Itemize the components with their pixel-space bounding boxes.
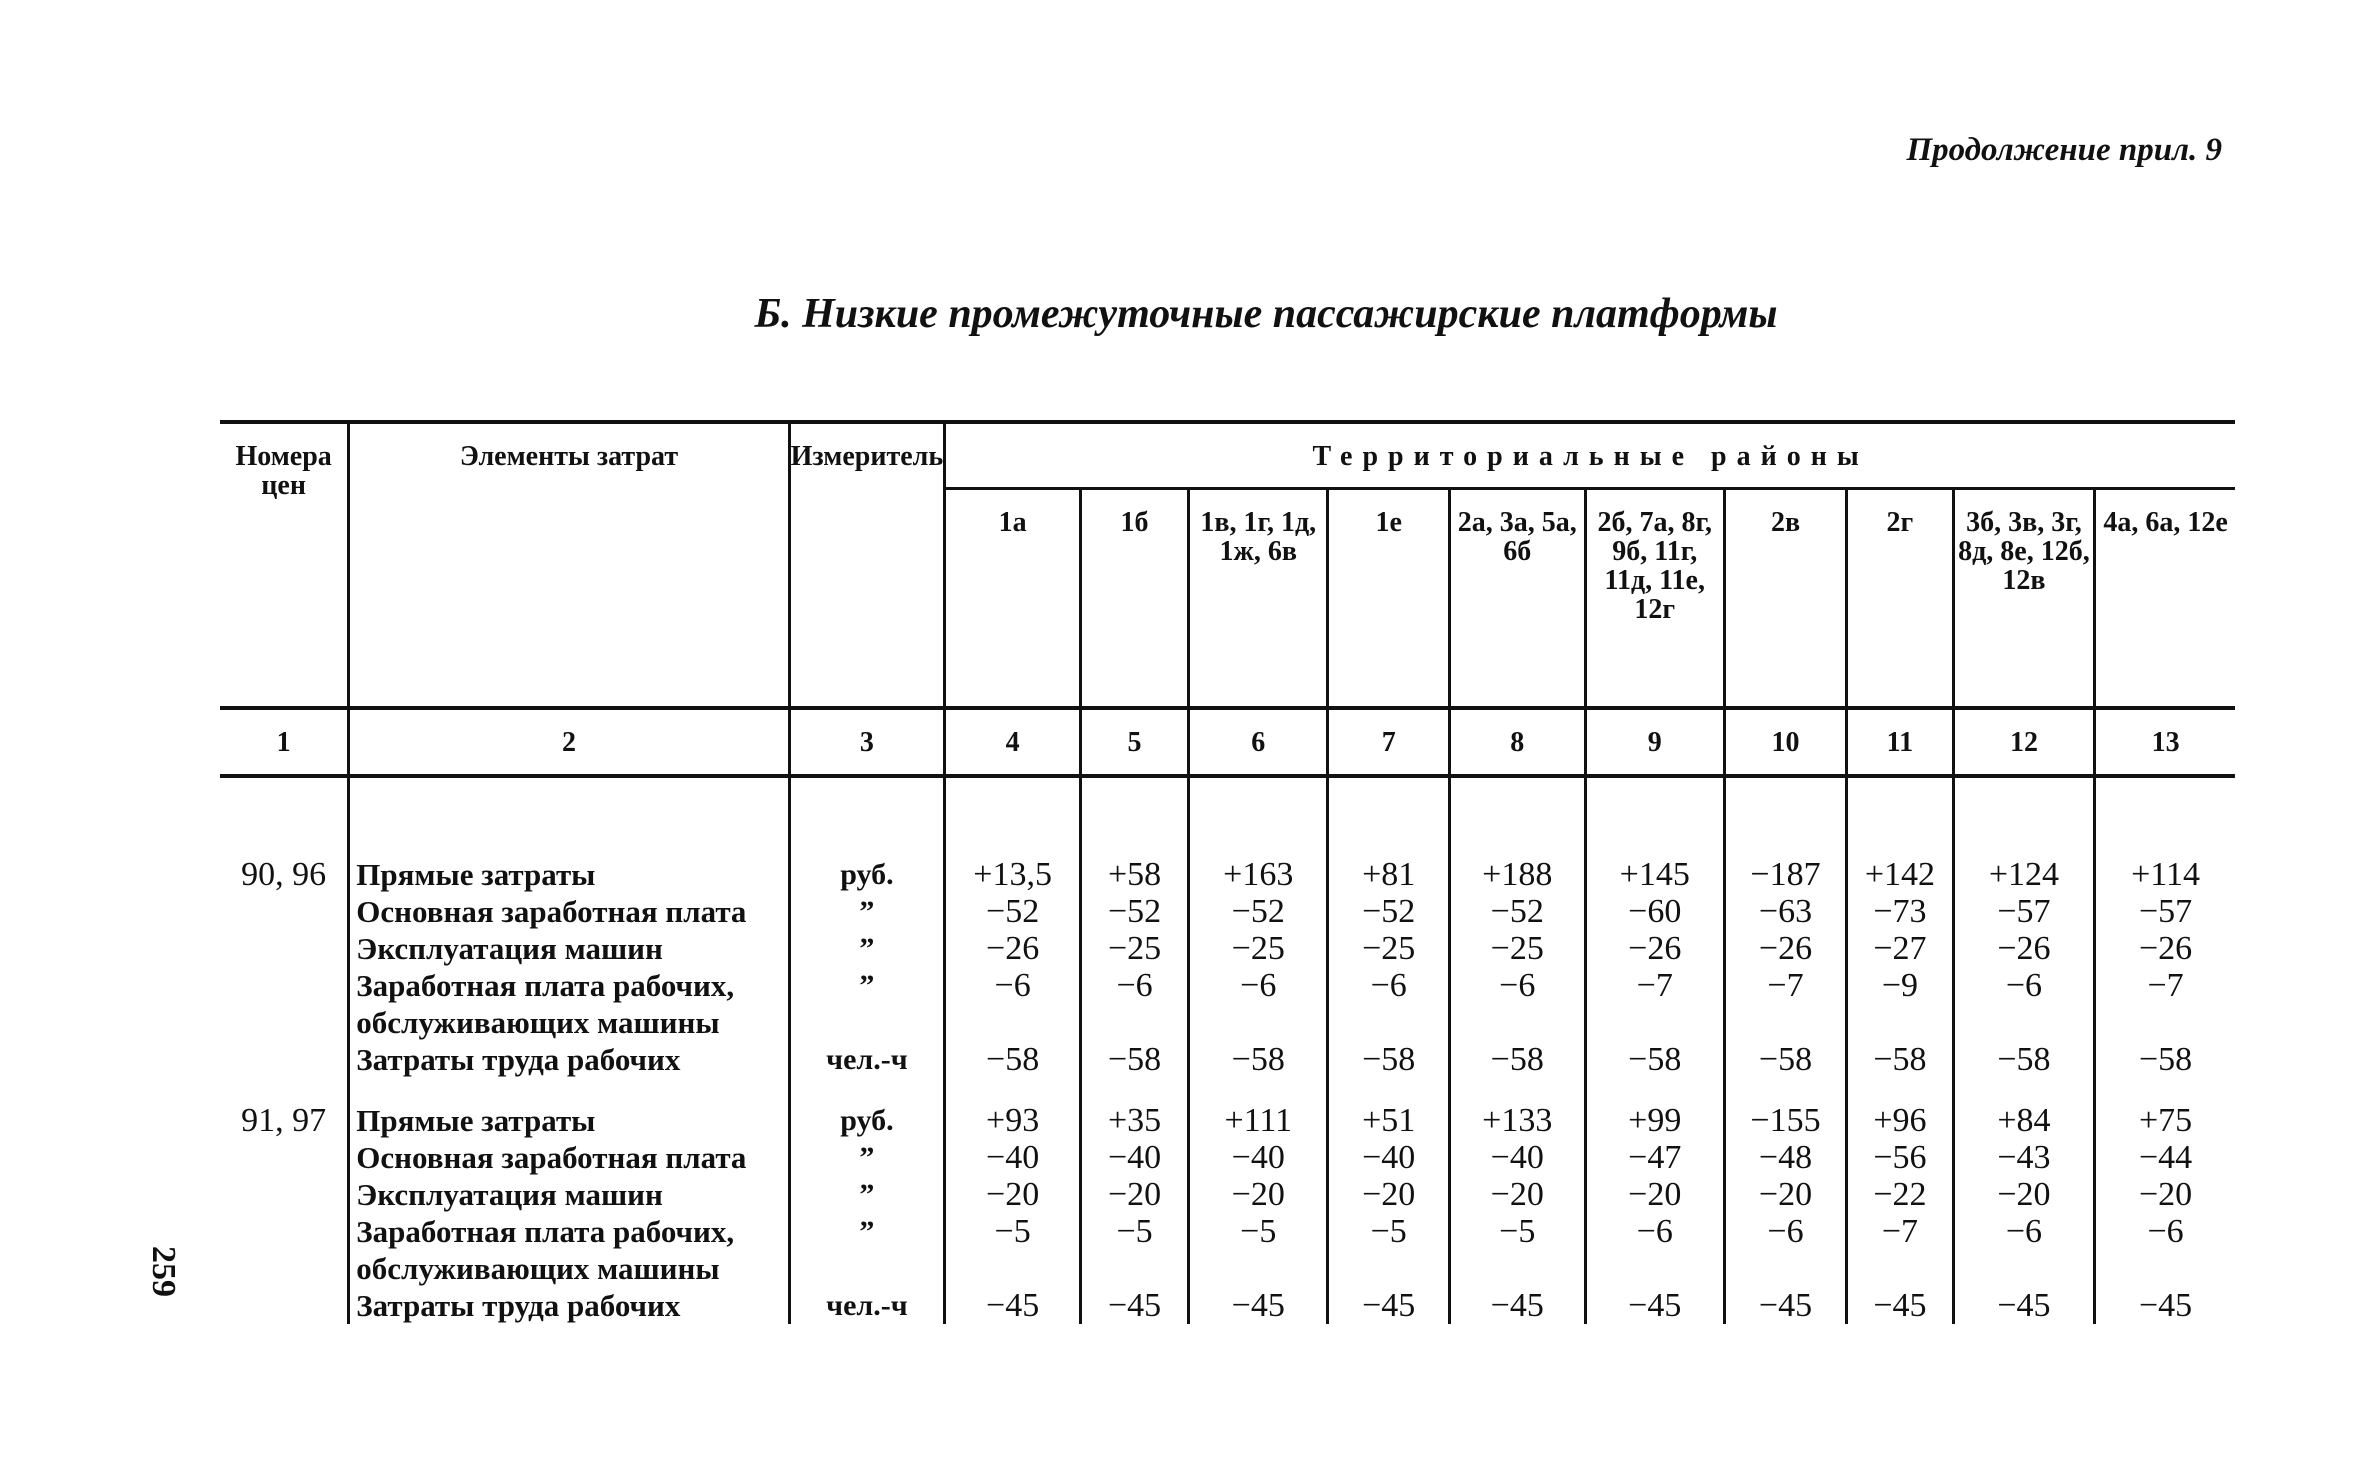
value-cell: −7	[1585, 967, 1724, 1041]
table-row	[220, 1213, 2235, 1287]
value-cell: +124	[1953, 856, 2094, 893]
value-cell: −6	[1724, 1213, 1846, 1287]
value-cell: −52	[1328, 893, 1449, 930]
value-cell: −45	[1081, 1287, 1189, 1324]
column-number: 6	[1189, 708, 1328, 776]
value-cell: −45	[2095, 1287, 2235, 1324]
value-cell: +51	[1328, 1102, 1449, 1139]
cost-element: Заработная плата рабочих, обслуживающих машины	[349, 1213, 789, 1287]
value-cell: +81	[1328, 856, 1449, 893]
table-row	[220, 893, 2235, 930]
value-cell: −45	[1449, 1287, 1585, 1324]
value-cell: −20	[1328, 1176, 1449, 1213]
spacer-cell	[1081, 1078, 1189, 1102]
value-cell: −5	[1081, 1213, 1189, 1287]
value-cell: −45	[1189, 1287, 1328, 1324]
value-cell: −6	[1449, 967, 1585, 1041]
value-cell: +99	[1585, 1102, 1724, 1139]
column-number: 2	[349, 708, 789, 776]
value-cell: +114	[2095, 856, 2235, 893]
value-cell: −45	[1328, 1287, 1449, 1324]
price-code-empty	[220, 967, 349, 1041]
spacer-cell	[1585, 1078, 1724, 1102]
value-cell: −26	[945, 930, 1081, 967]
value-cell: −6	[1953, 967, 2094, 1041]
column-number: 9	[1585, 708, 1724, 776]
value-cell: −58	[1449, 1041, 1585, 1078]
value-cell: +13,5	[945, 856, 1081, 893]
spacer-cell	[945, 776, 1081, 856]
unit-cell: руб.	[789, 1102, 945, 1139]
spacer-cell	[1328, 1078, 1449, 1102]
header-region: 3б, 3в, 3г, 8д, 8е, 12б, 12в	[1953, 489, 2094, 709]
cost-element: Заработная плата рабочих, обслуживающих машины	[349, 967, 789, 1041]
spacer-cell	[1953, 776, 2094, 856]
value-cell: +93	[945, 1102, 1081, 1139]
spacer-cell	[1724, 1078, 1846, 1102]
value-cell: +75	[2095, 1102, 2235, 1139]
price-code-empty	[220, 1213, 349, 1287]
value-cell: −40	[945, 1139, 1081, 1176]
spacer-cell	[1081, 776, 1189, 856]
value-cell: −20	[1953, 1176, 2094, 1213]
value-cell: −5	[945, 1213, 1081, 1287]
value-cell: −7	[1724, 967, 1846, 1041]
value-cell: −63	[1724, 893, 1846, 930]
value-cell: −40	[1449, 1139, 1585, 1176]
value-cell: −26	[2095, 930, 2235, 967]
spacer-cell	[1189, 776, 1328, 856]
cost-element: Затраты труда рабочих	[349, 1287, 789, 1324]
value-cell: −40	[1328, 1139, 1449, 1176]
value-cell: −25	[1189, 930, 1328, 967]
column-number: 12	[1953, 708, 2094, 776]
value-cell: −57	[2095, 893, 2235, 930]
spacer-cell	[1847, 776, 1954, 856]
value-cell: −6	[945, 967, 1081, 1041]
value-cell: −26	[1953, 930, 2094, 967]
value-cell: −7	[2095, 967, 2235, 1041]
value-cell: −45	[1724, 1287, 1846, 1324]
unit-cell: чел.-ч	[789, 1287, 945, 1324]
value-cell: −25	[1081, 930, 1189, 967]
value-cell: +84	[1953, 1102, 2094, 1139]
value-cell: −20	[1081, 1176, 1189, 1213]
spacer-cell	[945, 1078, 1081, 1102]
spacer-cell	[220, 776, 349, 856]
spacer-cell	[2095, 1078, 2235, 1102]
spacer-cell	[1449, 1078, 1585, 1102]
cost-element: Основная заработная плата	[349, 893, 789, 930]
spacer-cell	[789, 776, 945, 856]
value-cell: −60	[1585, 893, 1724, 930]
value-cell: +35	[1081, 1102, 1189, 1139]
value-cell: −52	[1081, 893, 1189, 930]
price-code: 90, 96	[241, 856, 327, 893]
value-cell: +163	[1189, 856, 1328, 893]
header-region: 2б, 7а, 8г, 9б, 11г, 11д, 11е, 12г	[1585, 489, 1724, 709]
value-cell: −20	[1449, 1176, 1585, 1213]
header-regions-title: Территориальные районы	[945, 422, 2235, 489]
spacer-cell	[1189, 1078, 1328, 1102]
value-cell: −6	[1189, 967, 1328, 1041]
spacer-cell	[220, 1078, 349, 1102]
table-row	[220, 856, 2235, 893]
value-cell: −9	[1847, 967, 1954, 1041]
value-cell: +96	[1847, 1102, 1954, 1139]
column-number: 4	[945, 708, 1081, 776]
value-cell: −22	[1847, 1176, 1954, 1213]
value-cell: −6	[1328, 967, 1449, 1041]
price-code-empty	[220, 930, 349, 967]
spacer-cell	[1585, 776, 1724, 856]
unit-cell: ”	[789, 1176, 945, 1213]
value-cell: −45	[1953, 1287, 2094, 1324]
value-cell: −73	[1847, 893, 1954, 930]
value-cell: −25	[1328, 930, 1449, 967]
value-cell: +58	[1081, 856, 1189, 893]
header-unit: Измеритель	[789, 422, 945, 708]
spacer-cell	[1449, 776, 1585, 856]
unit-cell: ”	[789, 1213, 945, 1287]
price-code-empty	[220, 1176, 349, 1213]
value-cell: −7	[1847, 1213, 1954, 1287]
header-region: 2а, 3а, 5а, 6б	[1449, 489, 1585, 709]
table-row	[220, 1287, 2235, 1324]
column-number: 11	[1847, 708, 1954, 776]
header-region: 4а, 6а, 12е	[2095, 489, 2235, 709]
value-cell: −20	[945, 1176, 1081, 1213]
value-cell: −58	[945, 1041, 1081, 1078]
value-cell: −5	[1328, 1213, 1449, 1287]
spacer-cell	[349, 776, 789, 856]
value-cell: −26	[1724, 930, 1846, 967]
table-header	[220, 422, 2235, 776]
table-row	[220, 930, 2235, 967]
spacer-row	[220, 1078, 2235, 1102]
value-cell: −48	[1724, 1139, 1846, 1176]
value-cell: +142	[1847, 856, 1954, 893]
cost-element: Эксплуатация машин	[349, 930, 789, 967]
column-number-row	[220, 708, 2235, 776]
table-row	[220, 1102, 2235, 1139]
spacer-cell	[1724, 776, 1846, 856]
value-cell: −20	[1585, 1176, 1724, 1213]
value-cell: −6	[1081, 967, 1189, 1041]
continuation-note: Продолжение прил. 9	[1906, 132, 2222, 168]
unit-cell: чел.-ч	[789, 1041, 945, 1078]
value-cell: −58	[1847, 1041, 1954, 1078]
value-cell: −26	[1585, 930, 1724, 967]
value-cell: −58	[1585, 1041, 1724, 1078]
unit-cell: ”	[789, 1139, 945, 1176]
value-cell: −58	[1724, 1041, 1846, 1078]
value-cell: −25	[1449, 930, 1585, 967]
page-number: 259	[145, 1246, 182, 1297]
price-code-empty	[220, 1287, 349, 1324]
column-number: 10	[1724, 708, 1846, 776]
header-region: 1б	[1081, 489, 1189, 709]
spacer-row	[220, 776, 2235, 856]
price-code-empty	[220, 893, 349, 930]
value-cell: −52	[1189, 893, 1328, 930]
table-row	[220, 1139, 2235, 1176]
column-number: 1	[220, 708, 349, 776]
cost-element: Затраты труда рабочих	[349, 1041, 789, 1078]
table-row	[220, 1041, 2235, 1078]
value-cell: −47	[1585, 1139, 1724, 1176]
header-price-numbers: Номера цен	[220, 422, 349, 708]
cost-element: Прямые затраты	[349, 1102, 789, 1139]
value-cell: −57	[1953, 893, 2094, 930]
cost-element: Прямые затраты	[349, 856, 789, 893]
header-region: 2в	[1724, 489, 1846, 709]
spacer-cell	[2095, 776, 2235, 856]
value-cell: −20	[1189, 1176, 1328, 1213]
spacer-cell	[349, 1078, 789, 1102]
table-row	[220, 1176, 2235, 1213]
spacer-cell	[1953, 1078, 2094, 1102]
value-cell: −5	[1189, 1213, 1328, 1287]
cost-adjustment-table	[220, 420, 2235, 1324]
value-cell: −6	[2095, 1213, 2235, 1287]
value-cell: −52	[945, 893, 1081, 930]
value-cell: −40	[1081, 1139, 1189, 1176]
value-cell: −56	[1847, 1139, 1954, 1176]
value-cell: −58	[1953, 1041, 2094, 1078]
header-region: 1а	[945, 489, 1081, 709]
unit-cell: ”	[789, 893, 945, 930]
value-cell: −6	[1953, 1213, 2094, 1287]
cost-element: Основная заработная плата	[349, 1139, 789, 1176]
value-cell: −45	[945, 1287, 1081, 1324]
column-number: 8	[1449, 708, 1585, 776]
spacer-cell	[1847, 1078, 1954, 1102]
value-cell: −52	[1449, 893, 1585, 930]
column-number: 5	[1081, 708, 1189, 776]
unit-cell: ”	[789, 930, 945, 967]
value-cell: −44	[2095, 1139, 2235, 1176]
price-code-empty	[220, 1139, 349, 1176]
value-cell: −27	[1847, 930, 1954, 967]
value-cell: −187	[1724, 856, 1846, 893]
value-cell: −5	[1449, 1213, 1585, 1287]
price-code-empty	[220, 1041, 349, 1078]
value-cell: +145	[1585, 856, 1724, 893]
value-cell: −6	[1585, 1213, 1724, 1287]
value-cell: +133	[1449, 1102, 1585, 1139]
value-cell: +111	[1189, 1102, 1328, 1139]
column-number: 3	[789, 708, 945, 776]
header-cost-elements: Элементы затрат	[349, 422, 789, 708]
value-cell: −58	[1189, 1041, 1328, 1078]
value-cell: −58	[1328, 1041, 1449, 1078]
value-cell: −20	[2095, 1176, 2235, 1213]
value-cell: −45	[1847, 1287, 1954, 1324]
table-row	[220, 967, 2235, 1041]
spacer-cell	[1328, 776, 1449, 856]
header-region: 1е	[1328, 489, 1449, 709]
table-title: Б. Низкие промежуточные пассажирские платформы	[754, 291, 1778, 337]
unit-cell: руб.	[789, 856, 945, 893]
header-region: 1в, 1г, 1д, 1ж, 6в	[1189, 489, 1328, 709]
column-number: 7	[1328, 708, 1449, 776]
header-region: 2г	[1847, 489, 1954, 709]
unit-cell: ”	[789, 967, 945, 1041]
value-cell: −40	[1189, 1139, 1328, 1176]
price-code: 91, 97	[241, 1102, 327, 1139]
spacer-cell	[789, 1078, 945, 1102]
column-number: 13	[2095, 708, 2235, 776]
value-cell: −58	[1081, 1041, 1189, 1078]
value-cell: −155	[1724, 1102, 1846, 1139]
value-cell: −45	[1585, 1287, 1724, 1324]
cost-element: Эксплуатация машин	[349, 1176, 789, 1213]
table-body	[220, 776, 2235, 1324]
value-cell: −20	[1724, 1176, 1846, 1213]
value-cell: −43	[1953, 1139, 2094, 1176]
value-cell: −58	[2095, 1041, 2235, 1078]
value-cell: +188	[1449, 856, 1585, 893]
